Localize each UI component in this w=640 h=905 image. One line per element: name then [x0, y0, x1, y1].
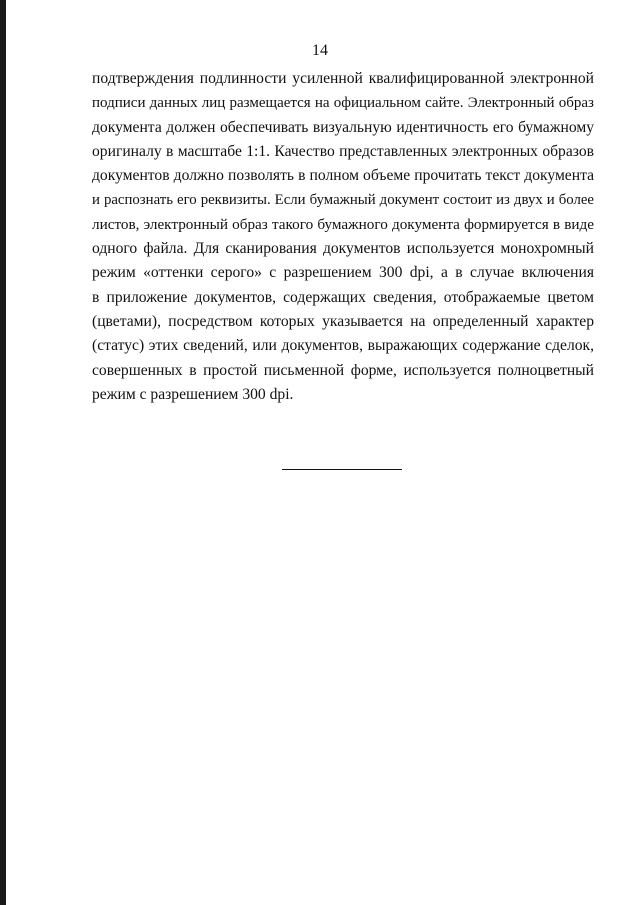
- page-number: 14: [312, 42, 328, 59]
- text-line: режим «оттенки серого» с разрешением 300 dpi, а в случае включения: [92, 264, 594, 282]
- text-line: (статус) этих сведений, или документов, выражающих содержание сделок,: [92, 337, 594, 355]
- text-line-last: режим с разрешением 300 dpi.: [92, 385, 294, 403]
- text-line: подписи данных лиц размещается на официальном сайте. Электронный образ: [92, 95, 594, 112]
- text-line: документов должно позволять в полном объеме прочитать текст документа: [92, 167, 594, 185]
- scan-left-edge: [0, 0, 6, 905]
- text-line: подтверждения подлинности усиленной квалифицированной электронной: [92, 70, 594, 87]
- text-line: совершенных в простой письменной форме, используется полноцветный: [92, 361, 594, 379]
- text-line: и распознать его реквизиты. Если бумажный документ состоит из двух и более: [92, 192, 594, 209]
- text-line: оригиналу в масштабе 1:1. Качество представленных электронных образов: [92, 142, 594, 160]
- body-paragraph: [92, 67, 594, 407]
- text-line: одного файла. Для сканирования документов используется монохромный: [92, 240, 594, 258]
- end-of-document-rule: [282, 469, 402, 470]
- text-line: в приложение документов, содержащих сведения, отображаемые цветом: [92, 288, 594, 306]
- text-line: листов, электронный образ такого бумажного документа формируется в виде: [92, 215, 594, 233]
- text-line: (цветами), посредством которых указывается на определенный характер: [92, 312, 594, 330]
- text-line: документа должен обеспечивать визуальную идентичность его бумажному: [92, 118, 594, 136]
